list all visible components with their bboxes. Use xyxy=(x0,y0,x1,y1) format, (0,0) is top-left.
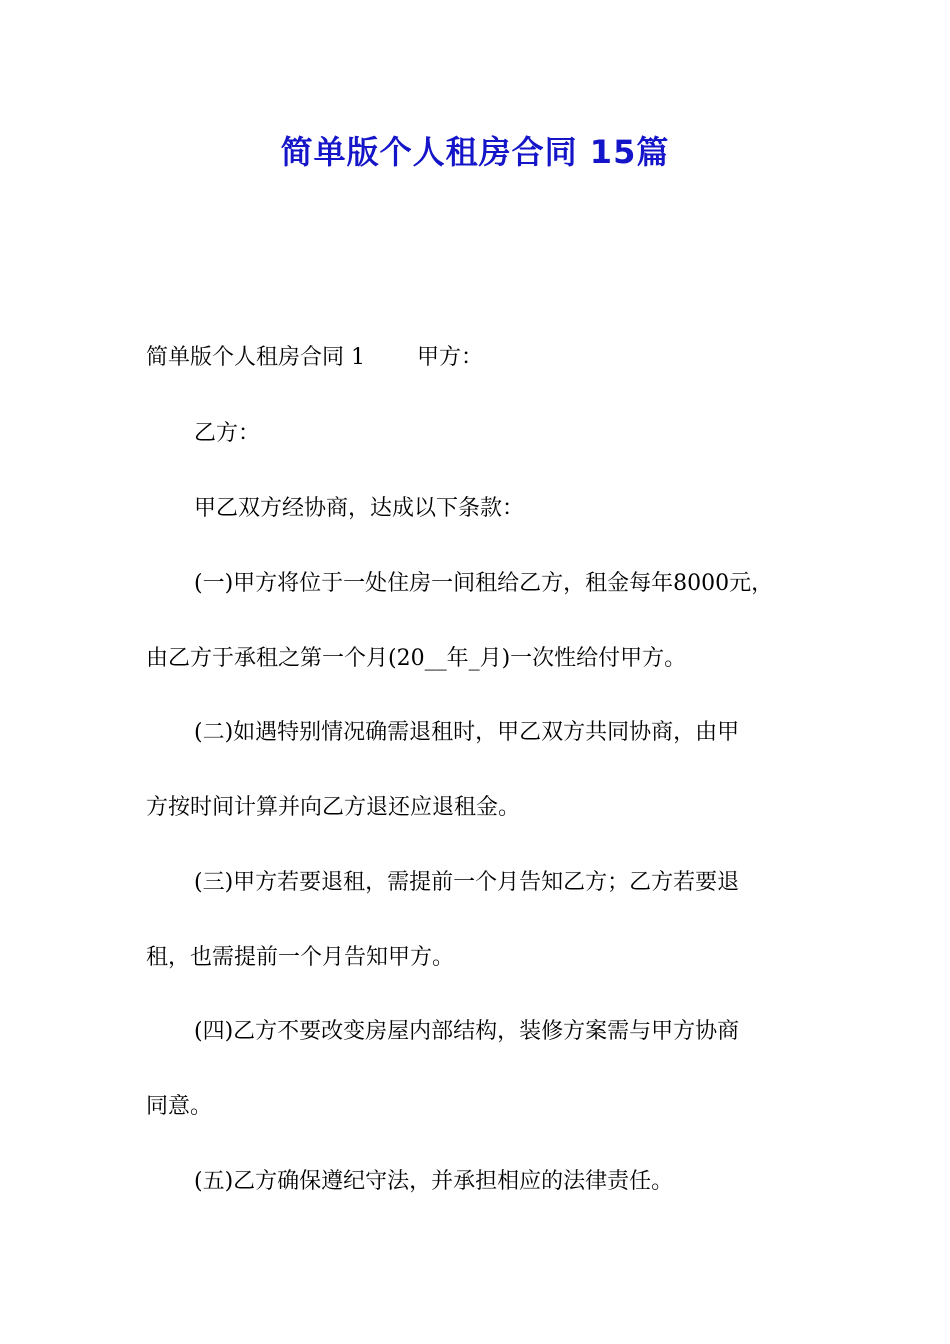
clause-4-line-2: 同意。 xyxy=(146,1094,213,1119)
document-title: 简单版个人租房合同 15篇 xyxy=(280,133,670,171)
clause-5-line-1: (五)乙方确保遵纪守法，并承担相应的法律责任。 xyxy=(194,1169,674,1194)
party-a-label: 甲方： xyxy=(417,345,484,370)
section-heading-line xyxy=(146,342,826,374)
clause-3-line-2: 租，也需提前一个月告知甲方。 xyxy=(146,945,455,970)
clause-1-line-1: (一)甲方将位于一处住房一间租给乙方，租金每年8000元， xyxy=(194,571,774,596)
clause-1-line-2: 由乙方于承租之第一个月(20__年_月)一次性给付甲方。 xyxy=(146,646,687,671)
clause-4-line-1: (四)乙方不要改变房屋内部结构，装修方案需与甲方协商 xyxy=(194,1019,740,1044)
clause-3-line-1: (三)甲方若要退租，需提前一个月告知乙方；乙方若要退 xyxy=(194,870,740,895)
clause-2-line-1: (二)如遇特别情况确需退租时，甲乙双方共同协商，由甲 xyxy=(194,720,740,745)
party-b-label: 乙方： xyxy=(194,421,261,446)
section-heading: 简单版个人租房合同 1 xyxy=(146,345,365,370)
intro-paragraph: 甲乙双方经协商，达成以下条款： xyxy=(194,496,525,521)
clause-2-line-2: 方按时间计算并向乙方退还应退租金。 xyxy=(146,795,521,820)
